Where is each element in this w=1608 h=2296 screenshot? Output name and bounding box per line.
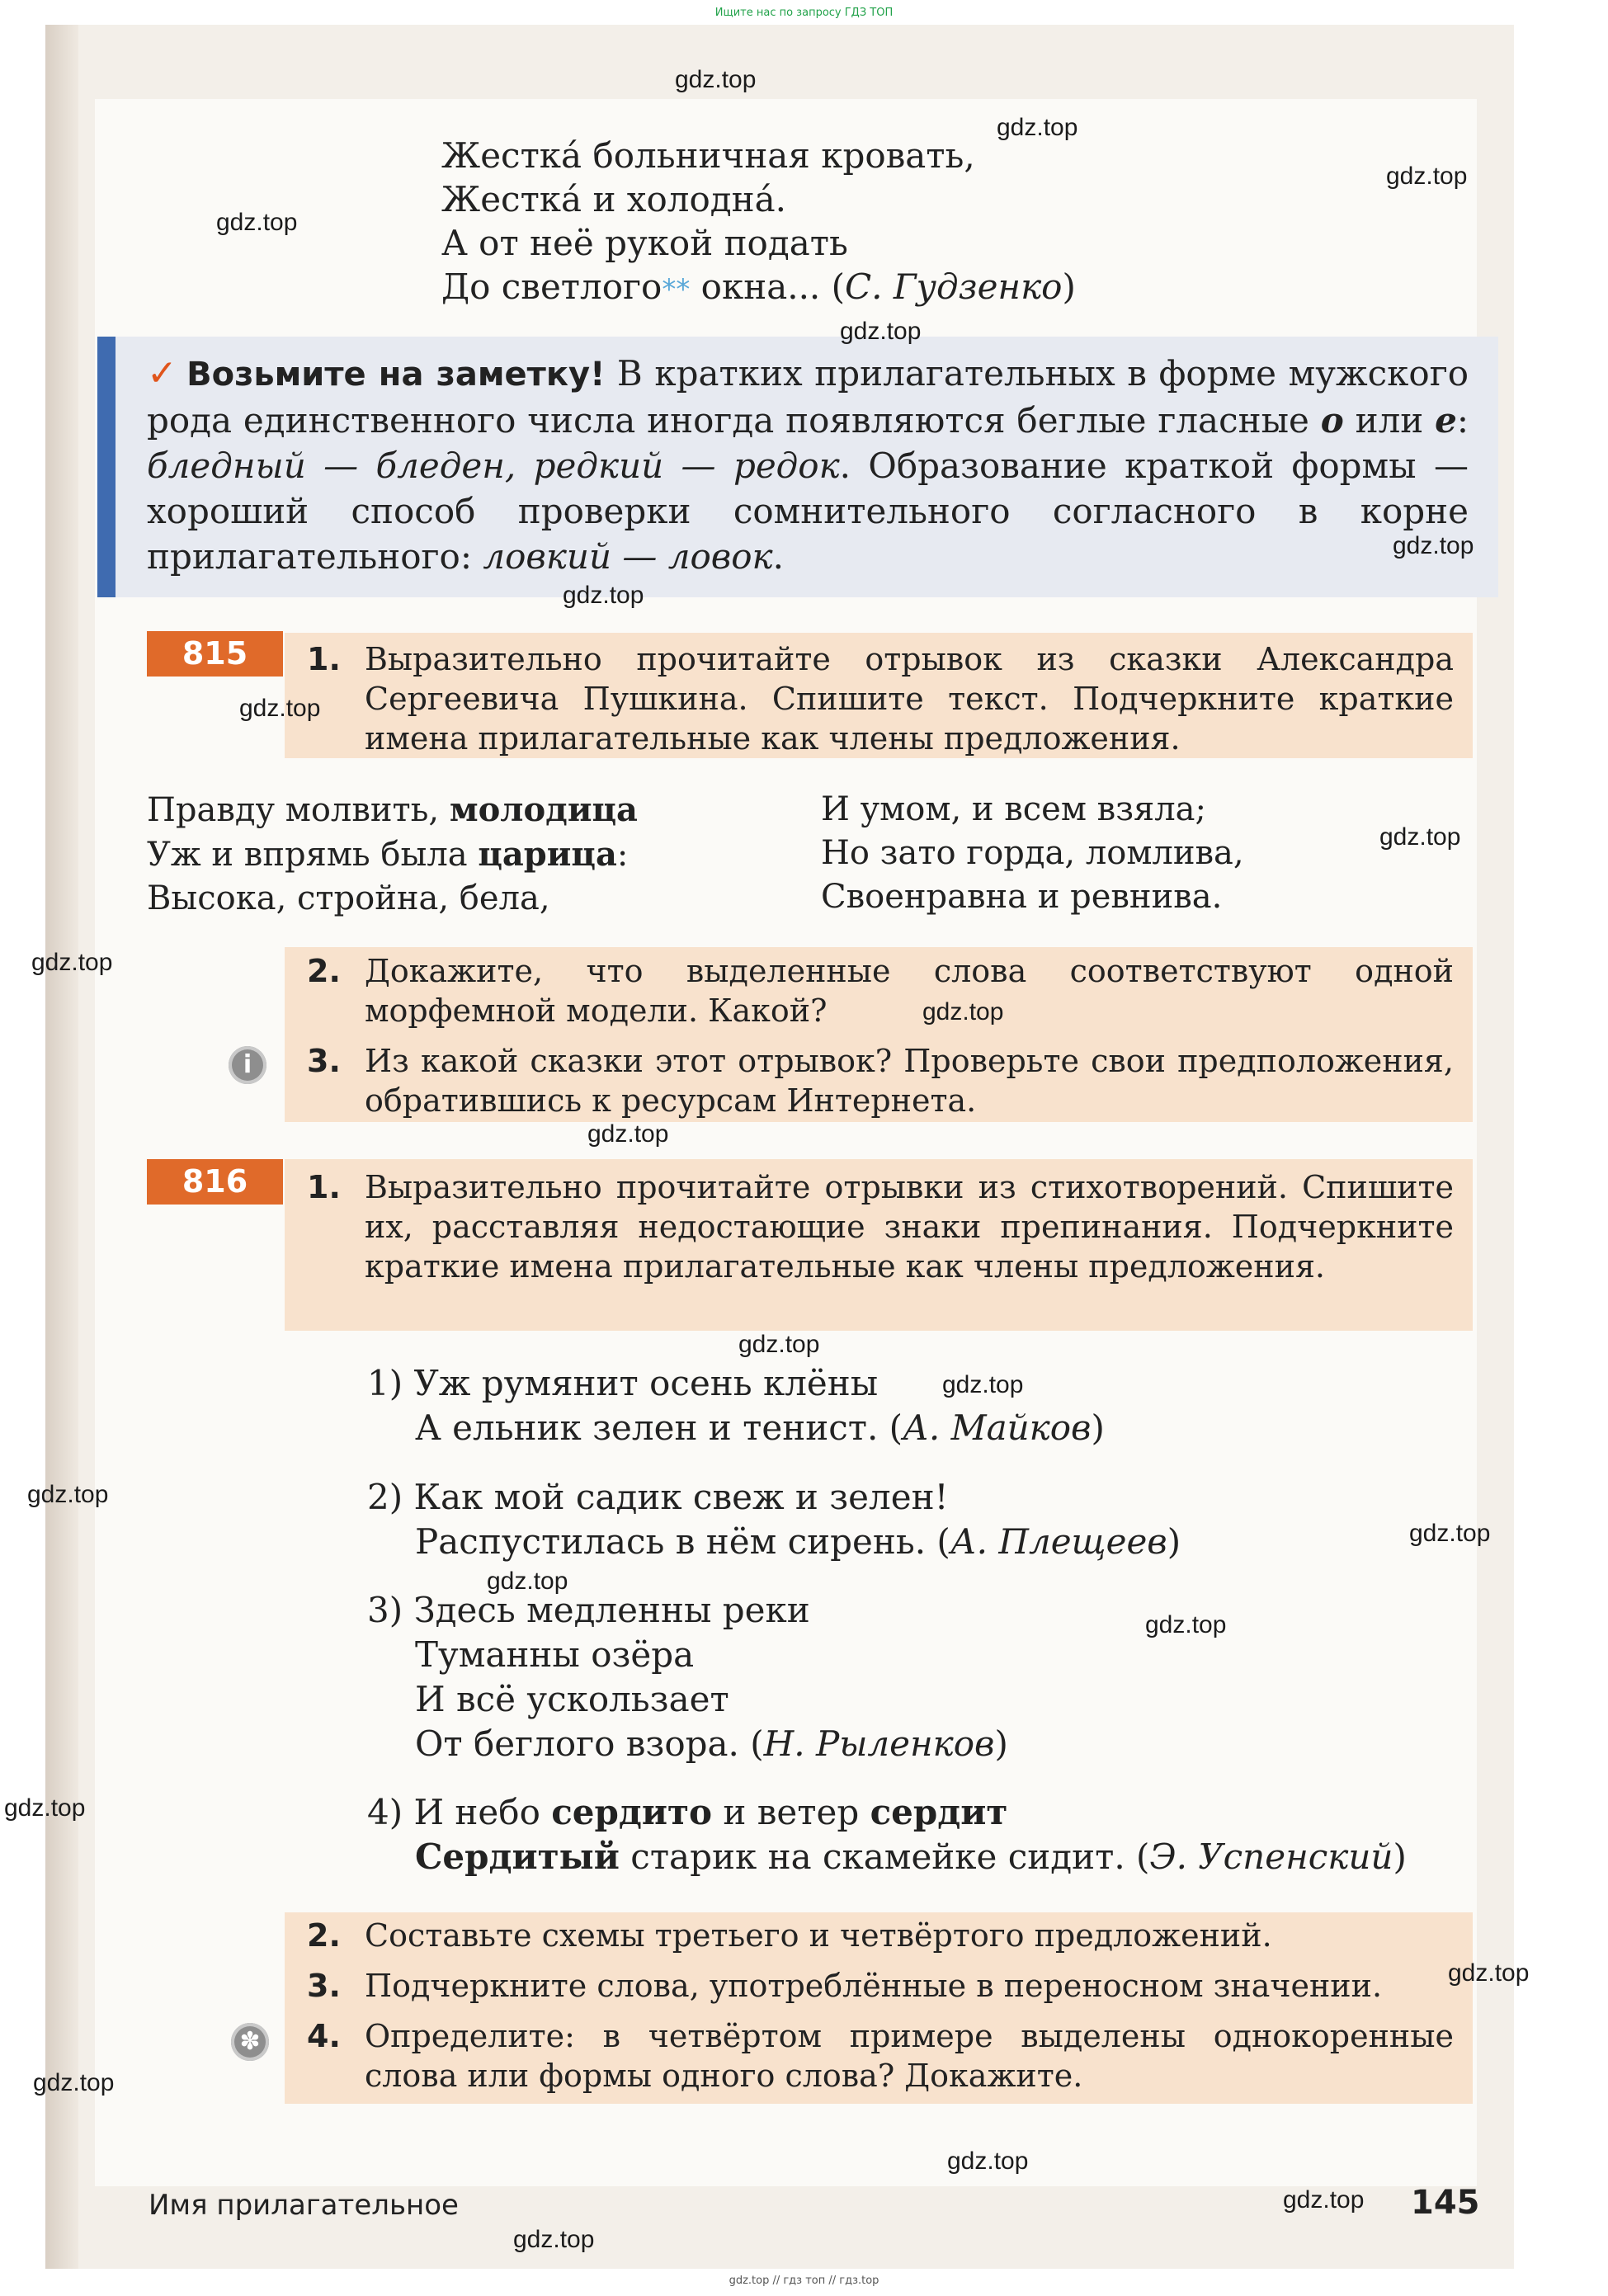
poem-close: ) (1062, 266, 1076, 307)
page-spine (45, 25, 78, 2269)
poem-line: 2) Как мой садик свеж и зелен! (367, 1477, 949, 1517)
verse-text: Правду молвить, (147, 791, 450, 829)
note-part: В кратких прилагательных в форме мужского рода единственного числа иногда появляются беглые гласные (147, 353, 1469, 441)
exercise-task (307, 1167, 1454, 1286)
exercise-number-badge: 816 (147, 1159, 283, 1205)
poem-line: Жестка́ и холодна́. (441, 179, 786, 219)
poem-line: А от неё рукой подать (441, 223, 848, 263)
watermark: gdz.top (563, 582, 644, 609)
watermark: gdz.top (513, 2226, 595, 2253)
watermark: gdz.top (33, 2069, 115, 2096)
note-part: или (1343, 400, 1436, 441)
note-part: . (772, 536, 784, 577)
task-text: Докажите, что выделенные слова соответствуют одной морфемной модели. Какой? (365, 953, 1454, 1029)
watermark: gdz.top (1409, 1520, 1491, 1547)
note-example: ловкий — ловок (483, 536, 773, 577)
poem-highlight: сердито (551, 1792, 713, 1832)
poem-author: Э. Успенский (1149, 1836, 1393, 1877)
exercise-task (307, 951, 1454, 1030)
exercise-task (307, 1966, 1454, 2006)
poem-text: старик на скамейке сидит. ( (619, 1836, 1150, 1877)
verse-highlight: молодица (449, 790, 638, 829)
watermark: gdz.top (947, 2147, 1029, 2175)
poem-close: ) (1393, 1836, 1407, 1877)
poem-text: и ветер (712, 1792, 870, 1832)
poem-line-tail: окна... ( (690, 266, 846, 307)
poem-author: Н. Рыленков (763, 1723, 995, 1764)
poem-close: ) (1091, 1407, 1105, 1448)
page-number: 145 (1411, 2184, 1480, 2222)
verse-line: Своенравна и ревнива. (821, 878, 1223, 916)
poem-top (441, 134, 1076, 312)
poem-line: И всё ускользает (415, 1679, 729, 1719)
poem-text: От беглого взора. ( (415, 1723, 764, 1764)
verse-right (821, 788, 1244, 919)
task-text: Из какой сказки этот отрывок? Проверьте свои предположения, обратившись к ресурсам Интернета. (365, 1043, 1454, 1119)
watermark: gdz.top (738, 1331, 820, 1358)
verse-text: : (616, 836, 629, 874)
note-title: Возьмите на заметку! (186, 356, 606, 394)
poem-author: А. Майков (903, 1407, 1092, 1448)
poem-line-text: До светлого (441, 266, 663, 307)
watermark: gdz.top (1448, 1959, 1530, 1987)
bottom-note: gdz.top // гдз топ // гдз.top (729, 2275, 879, 2287)
watermark: gdz.top (587, 1120, 669, 1148)
watermark: gdz.top (239, 695, 321, 722)
poem-line: 3) Здесь медленны реки (367, 1590, 810, 1630)
checkmark-icon: ✓ (147, 352, 179, 394)
poem-text: 4) И небо (367, 1792, 552, 1832)
poem-2 (367, 1475, 1181, 1564)
watermark: gdz.top (27, 1481, 109, 1508)
exercise-number-badge: 815 (147, 631, 283, 677)
poem-line: Туманны озёра (415, 1634, 695, 1675)
watermark: gdz.top (31, 949, 113, 976)
task-number: 1. (307, 641, 341, 677)
note-letter-o: о (1320, 400, 1344, 441)
task-number: 3. (307, 1968, 341, 2004)
asterisk-icon: ✽ (231, 2023, 269, 2061)
watermark: gdz.top (942, 1371, 1024, 1398)
exercise-task (307, 1041, 1454, 1120)
task-text: Подчеркните слова, употреблённые в переносном значении. (365, 1968, 1383, 2004)
poem-line (441, 265, 1076, 312)
task-text: Определите: в четвёртом примере выделены однокоренные слова или формы одного слова? Докажите. (365, 2018, 1454, 2094)
note-part: : (1456, 400, 1469, 441)
exercise-task (307, 2016, 1454, 2096)
task-number: 2. (307, 953, 341, 989)
task-text: Составьте схемы третьего и четвёртого предложений. (365, 1917, 1272, 1954)
poem-highlight: сердит (870, 1792, 1008, 1832)
watermark: gdz.top (675, 66, 757, 93)
footnote-stars-icon: ** (662, 273, 691, 306)
task-number: 2. (307, 1917, 341, 1954)
task-number: 1. (307, 1169, 341, 1205)
poem-line (367, 1790, 1407, 1835)
watermark: gdz.top (840, 318, 922, 345)
watermark: gdz.top (1145, 1611, 1227, 1638)
poem-line: Жестка́ больничная кровать, (441, 135, 975, 176)
poem-author: А. Плещеев (950, 1521, 1167, 1562)
watermark: gdz.top (4, 1794, 86, 1822)
poem-line (367, 1722, 1008, 1766)
verse-line: Но зато горда, ломлива, (821, 834, 1244, 872)
watermark: gdz.top (1379, 823, 1461, 851)
poem-line (367, 1520, 1181, 1564)
info-icon: i (229, 1046, 266, 1084)
top-note: Ищите нас по запросу ГДЗ ТОП (714, 7, 894, 19)
verse-text: Уж и впрямь была (147, 836, 479, 874)
verse-highlight: царица (478, 835, 617, 874)
task-number: 3. (307, 1043, 341, 1079)
poem-line (367, 1835, 1407, 1879)
verse-line: Высока, стройна, бела, (147, 879, 550, 917)
task-number: 4. (307, 2018, 341, 2054)
watermark: gdz.top (1393, 532, 1474, 559)
exercise-task (307, 1916, 1454, 1955)
watermark: gdz.top (1283, 2186, 1365, 2213)
poem-line: 1) Уж румянит осень клёны (367, 1363, 879, 1403)
poem-close: ) (1167, 1521, 1181, 1562)
footer-section-title: Имя прилагательное (149, 2189, 459, 2222)
poem-author: С. Гудзенко (845, 266, 1063, 307)
poem-line (367, 1406, 1105, 1450)
watermark: gdz.top (997, 114, 1078, 141)
poem-4 (367, 1790, 1407, 1879)
watermark: gdz.top (1386, 163, 1468, 190)
watermark: gdz.top (487, 1568, 568, 1595)
poem-3 (367, 1588, 1008, 1766)
note-example: бледный — бледен, редкий — редок (147, 446, 840, 486)
verse-line (147, 788, 638, 832)
verse-left (147, 788, 638, 921)
watermark: gdz.top (216, 209, 298, 236)
poem-text: Распустилась в нём сирень. ( (415, 1521, 950, 1562)
watermark: gdz.top (922, 998, 1004, 1025)
task-text: Выразительно прочитайте отрывки из стихотворений. Спишите их, расставляя недостающие знаки препинания. Подчеркните краткие имена прилагательные как члены предложения. (365, 1169, 1454, 1285)
note-letter-e: е (1435, 400, 1457, 441)
poem-text: А ельник зелен и тенист. ( (415, 1407, 903, 1448)
verse-line (147, 832, 638, 877)
exercise-task (307, 639, 1454, 758)
note-text (147, 351, 1469, 579)
task-text: Выразительно прочитайте отрывок из сказки Александра Сергеевича Пушкина. Спишите текст. Подчеркните краткие имена прилагательные как члены предложения. (365, 641, 1454, 757)
poem-close: ) (994, 1723, 1008, 1764)
poem-highlight: Сердитый (415, 1836, 620, 1877)
verse-line: И умом, и всем взяла; (821, 790, 1206, 828)
note-part: . Образование краткой формы — хороший способ проверки сомнительного согласного в корне прилагательного: (147, 446, 1469, 577)
